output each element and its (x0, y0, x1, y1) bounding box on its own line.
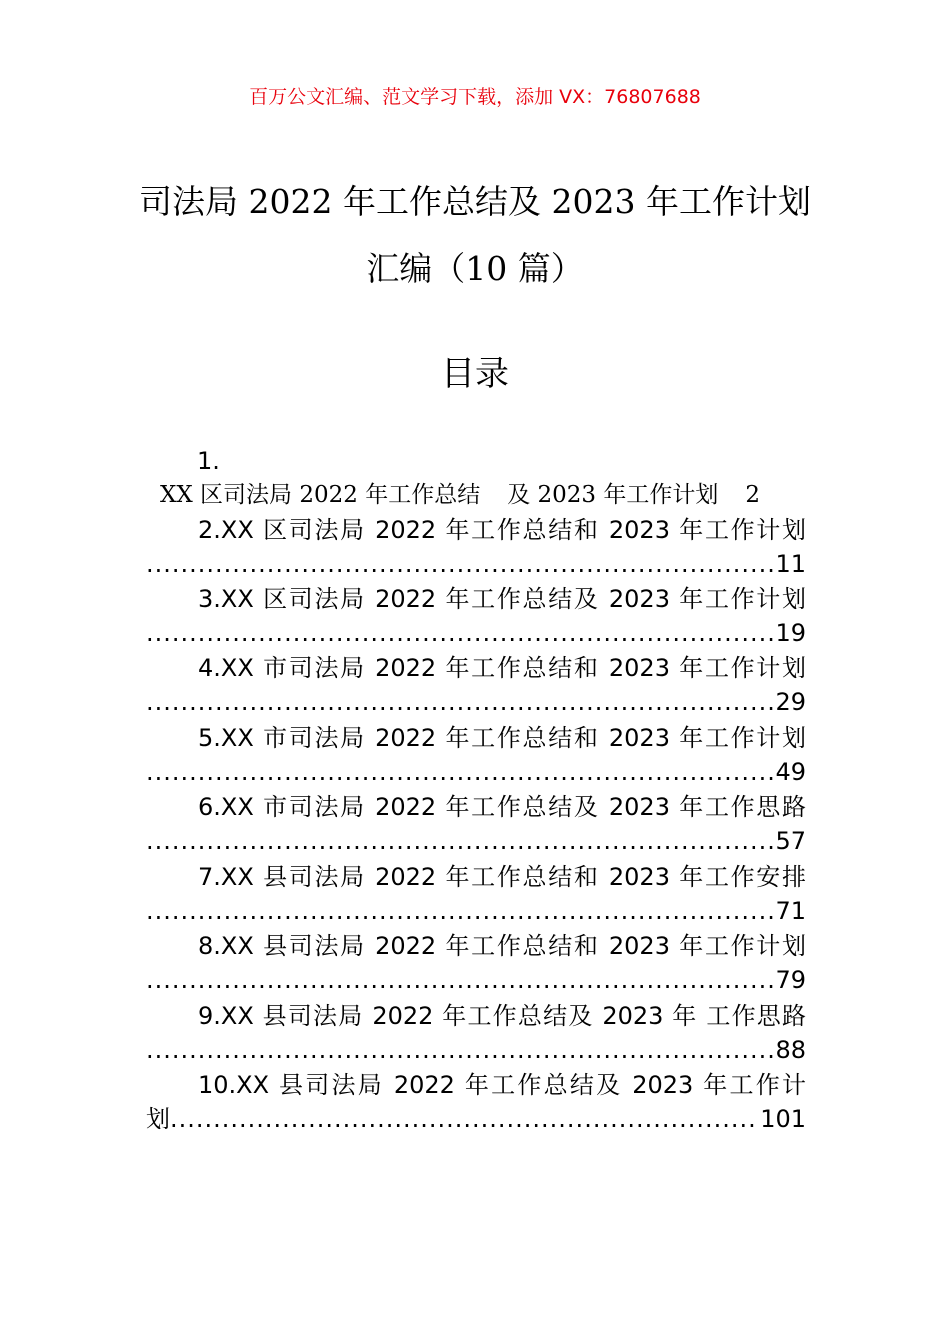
toc-entry-title: 6.XX 市司法局 2022 年工作总结及 2023 年工作思路 (198, 793, 806, 821)
toc-heading: 目录 (441, 354, 509, 394)
toc-entry-page: 71 (775, 897, 806, 925)
toc-entry-page: 11 (775, 550, 806, 578)
toc-entry-page: 88 (775, 1036, 806, 1064)
toc-entry[interactable] (146, 999, 806, 1067)
toc-entry-page: 19 (775, 619, 806, 647)
toc-entry[interactable] (146, 513, 806, 581)
toc-entry-page: 49 (775, 758, 806, 786)
toc-entry-1[interactable] (160, 480, 760, 510)
document-title-line-1: 司法局 2022 年工作总结及 2023 年工作计划 (139, 182, 811, 221)
toc-entry-page: 79 (775, 966, 806, 994)
document-title-line-2: 汇编（10 篇） (366, 249, 584, 288)
toc-entry-title: 4.XX 市司法局 2022 年工作总结和 2023 年工作计划 (198, 654, 806, 682)
toc-entry-leader (146, 755, 773, 789)
toc-entry-title: 5.XX 市司法局 2022 年工作总结和 2023 年工作计划 (198, 724, 806, 752)
toc-entry-1-page: 2 (745, 482, 760, 508)
toc-entry-title: 7.XX 县司法局 2022 年工作总结和 2023 年工作安排 (198, 863, 806, 891)
header-note: 百万公文汇编、范文学习下载，添加 VX：76807688 (249, 86, 701, 108)
toc-entry-1-title-left: XX 区司法局 2022 年工作总结 (160, 482, 481, 508)
toc-entry-leader (146, 824, 773, 858)
toc-entry-leader (146, 547, 773, 581)
toc-entry[interactable] (146, 929, 806, 997)
toc-entry-page: 29 (775, 688, 806, 716)
toc-entry-leader (146, 894, 773, 928)
toc-entry[interactable] (146, 790, 806, 858)
toc-entry-leader (170, 1102, 758, 1136)
toc-entry-title: 3.XX 区司法局 2022 年工作总结及 2023 年工作计划 (198, 585, 806, 613)
toc-entry-leader (146, 685, 773, 719)
toc-entry-page: 57 (775, 827, 806, 855)
toc-entry[interactable] (146, 651, 806, 719)
toc-entry-leader (146, 963, 773, 997)
toc-entry-title: 8.XX 县司法局 2022 年工作总结和 2023 年工作计划 (198, 932, 806, 960)
toc-entry[interactable] (146, 860, 806, 928)
toc-entry-1-title-right: 及 2023 年工作计划 (507, 482, 719, 508)
toc-entry-1-number[interactable]: 1. (197, 447, 220, 475)
toc-entry[interactable] (146, 1068, 806, 1136)
toc-entry-title-continuation: 划 (146, 1105, 170, 1133)
toc-entry-title: 2.XX 区司法局 2022 年工作总结和 2023 年工作计划 (198, 516, 806, 544)
toc-entry-leader (146, 1033, 773, 1067)
toc-entry[interactable] (146, 582, 806, 650)
toc-entry[interactable] (146, 721, 806, 789)
toc-entry-leader (146, 616, 773, 650)
toc-entry-title: 10.XX 县司法局 2022 年工作总结及 2023 年工作计 (198, 1071, 806, 1099)
toc-entry-title: 9.XX 县司法局 2022 年工作总结及 2023 年 工作思路 (198, 1002, 806, 1030)
toc-entry-page: 101 (760, 1105, 806, 1133)
